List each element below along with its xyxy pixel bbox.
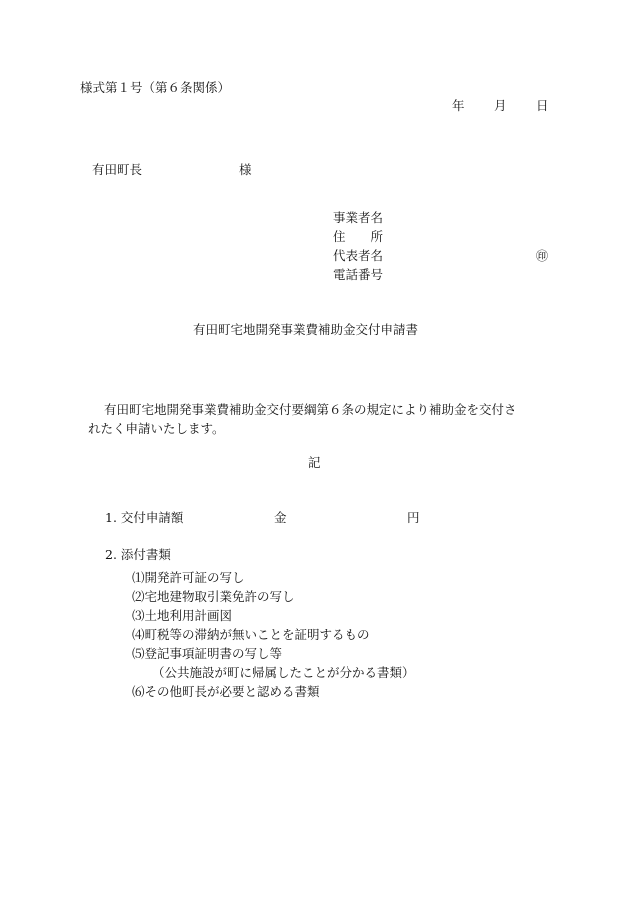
attachments-list: [132, 568, 415, 701]
representative-label: 代表者名: [333, 248, 384, 263]
day-label: 日: [536, 98, 549, 113]
form-number: 様式第１号（第６条関係）: [80, 80, 231, 95]
body-line-2: れたく申請いたします。: [88, 421, 225, 436]
amount-suffix: 円: [407, 510, 420, 525]
list-item: ⑶土地利用計画図: [132, 608, 233, 623]
address-label: 住 所: [333, 229, 384, 244]
addressee-name: 有田町長: [92, 162, 143, 177]
ki-heading: 記: [308, 455, 321, 470]
business-name-label: 事業者名: [333, 210, 384, 225]
list-item: ⑸登記事項証明書の写し等: [132, 646, 283, 661]
list-item: ⑷町税等の滞納が無いことを証明するもの: [132, 627, 370, 642]
list-item-note: （公共施設が町に帰属したことが分かる書類）: [152, 665, 415, 680]
list-item: ⑴開発許可証の写し: [132, 570, 245, 585]
document-title: 有田町宅地開発事業費補助金交付申請書: [193, 322, 419, 337]
seal-mark: ㊞: [535, 249, 548, 263]
body-line-1: 有田町宅地開発事業費補助金交付要綱第６条の規定により補助金を交付さ: [104, 402, 517, 417]
item-application-amount: [105, 510, 420, 525]
list-item: ⑵宅地建物取引業免許の写し: [132, 589, 295, 604]
addressee-honorific: 様: [239, 162, 252, 177]
list-item: ⑹その他町長が必要と認める書類: [132, 684, 320, 699]
date-line: [452, 100, 549, 113]
amount-prefix: 金: [274, 510, 287, 525]
body-text: [88, 400, 550, 438]
item1-label: 1. 交付申請額: [105, 510, 184, 525]
month-label: 月: [494, 98, 507, 113]
phone-row: [333, 269, 548, 288]
item-attachments: 2. 添付書類: [105, 547, 171, 562]
year-label: 年: [452, 98, 465, 113]
addressee: [92, 162, 252, 177]
applicant-block: [333, 212, 548, 288]
phone-label: 電話番号: [333, 267, 384, 282]
